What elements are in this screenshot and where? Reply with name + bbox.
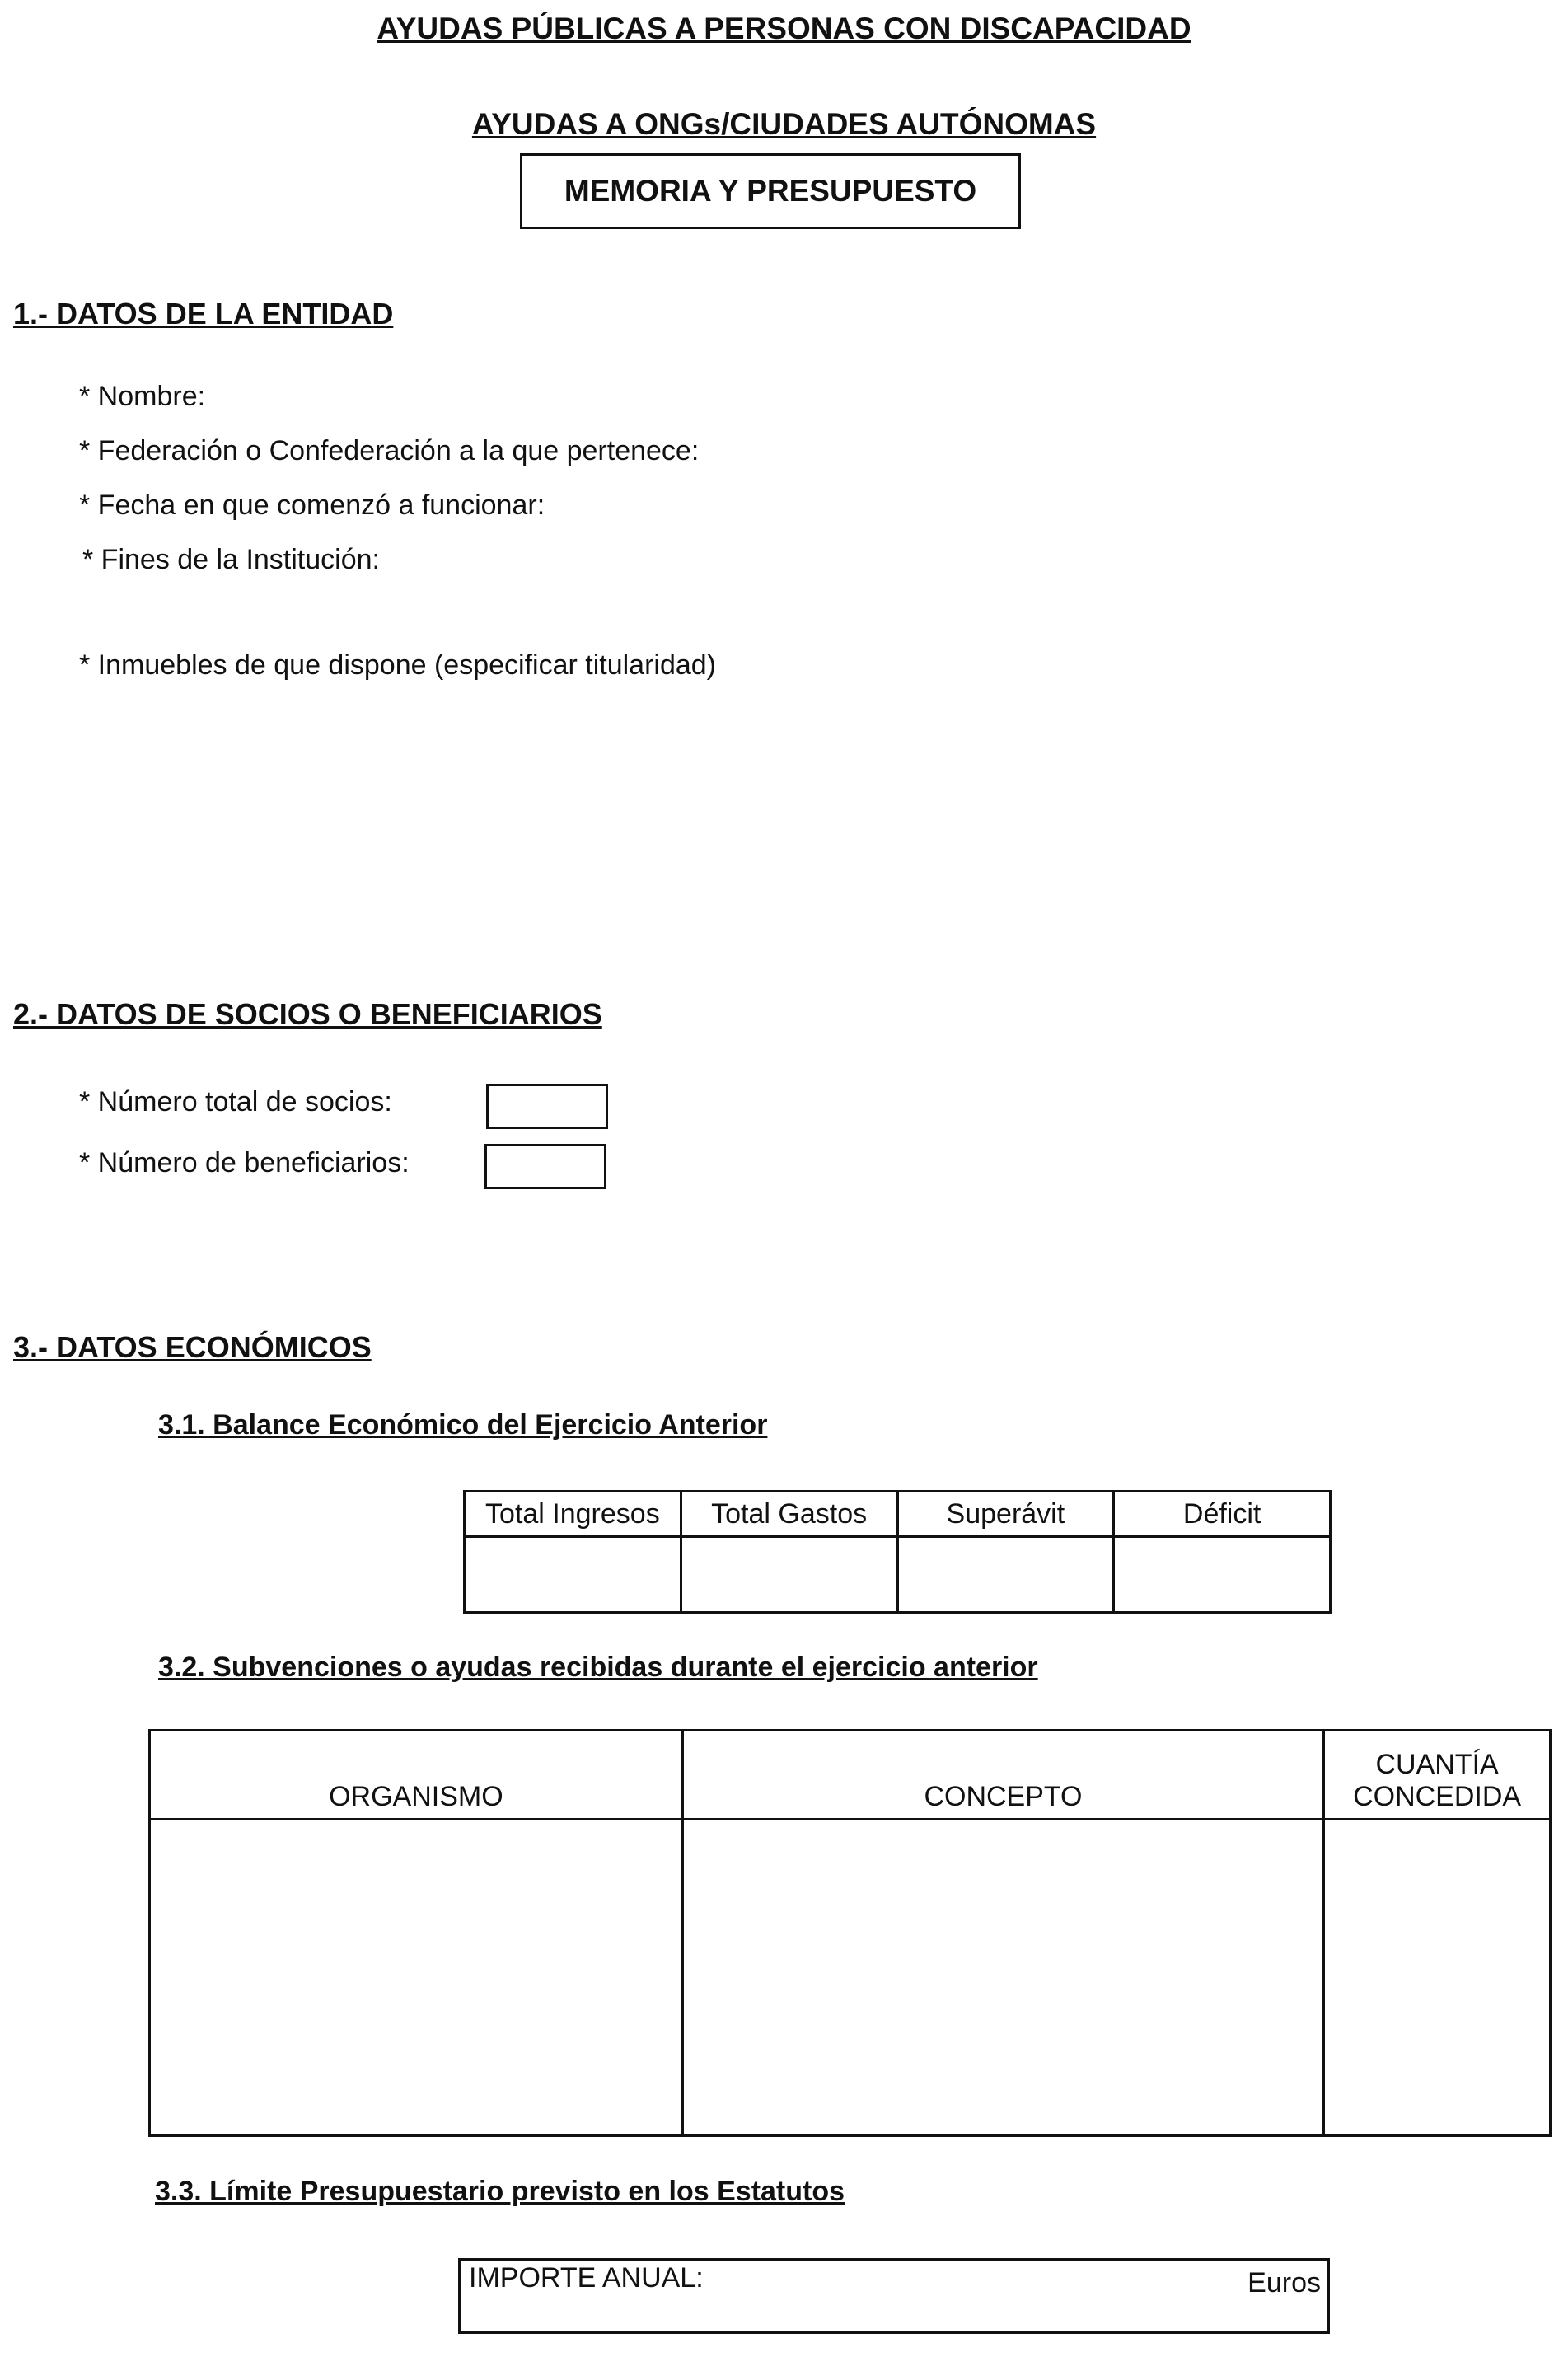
field-inmuebles: * Inmuebles de que dispone (especificar titularidad) xyxy=(79,649,717,681)
col-superavit: Superávit xyxy=(897,1492,1114,1537)
field-beneficiarios: * Número de beneficiarios: xyxy=(79,1147,410,1178)
beneficiarios-box[interactable] xyxy=(484,1144,606,1189)
subsection-3-3-title: 3.3. Límite Presupuestario previsto en los Estatutos xyxy=(155,2176,845,2207)
subvenciones-table xyxy=(148,1729,1552,2137)
importe-anual-box[interactable] xyxy=(458,2258,1330,2334)
boxed-title: MEMORIA Y PRESUPUESTO xyxy=(520,153,1021,229)
cell-organismo[interactable] xyxy=(150,1820,683,2136)
field-fecha: * Fecha en que comenzó a funcionar: xyxy=(79,490,545,521)
subsection-3-2-title: 3.2. Subvenciones o ayudas recibidas durante el ejercicio anterior xyxy=(158,1652,1038,1683)
importe-anual-label: IMPORTE ANUAL: xyxy=(469,2262,704,2294)
col-cuantia: CUANTÍA CONCEDIDA xyxy=(1324,1731,1551,1820)
col-total-ingresos: Total Ingresos xyxy=(465,1492,681,1537)
field-total-socios: * Número total de socios: xyxy=(79,1086,392,1118)
page-title: AYUDAS PÚBLICAS A PERSONAS CON DISCAPACIDAD xyxy=(377,12,1191,45)
field-fines: * Fines de la Institución: xyxy=(82,544,380,575)
cell-total-ingresos[interactable] xyxy=(465,1537,681,1613)
cell-superavit[interactable] xyxy=(897,1537,1114,1613)
cell-cuantia[interactable] xyxy=(1324,1820,1551,2136)
cell-concepto[interactable] xyxy=(682,1820,1323,2136)
importe-unit: Euros xyxy=(1247,2267,1321,2298)
section-1-title: 1.- DATOS DE LA ENTIDAD xyxy=(13,297,394,330)
page-subtitle: AYUDAS A ONGs/CIUDADES AUTÓNOMAS xyxy=(471,107,1097,141)
section-3-title: 3.- DATOS ECONÓMICOS xyxy=(13,1330,372,1364)
cell-total-gastos[interactable] xyxy=(681,1537,897,1613)
cell-deficit[interactable] xyxy=(1114,1537,1331,1613)
subsection-3-1-title: 3.1. Balance Económico del Ejercicio Anterior xyxy=(158,1409,768,1441)
col-organismo: ORGANISMO xyxy=(150,1731,683,1820)
section-2-title: 2.- DATOS DE SOCIOS O BENEFICIARIOS xyxy=(13,997,602,1031)
total-socios-box[interactable] xyxy=(486,1084,608,1129)
col-concepto: CONCEPTO xyxy=(682,1731,1323,1820)
field-federacion: * Federación o Confederación a la que pertenece: xyxy=(79,435,700,466)
col-deficit: Déficit xyxy=(1114,1492,1331,1537)
field-nombre: * Nombre: xyxy=(79,381,206,412)
col-total-gastos: Total Gastos xyxy=(681,1492,897,1537)
balance-table xyxy=(463,1490,1332,1614)
